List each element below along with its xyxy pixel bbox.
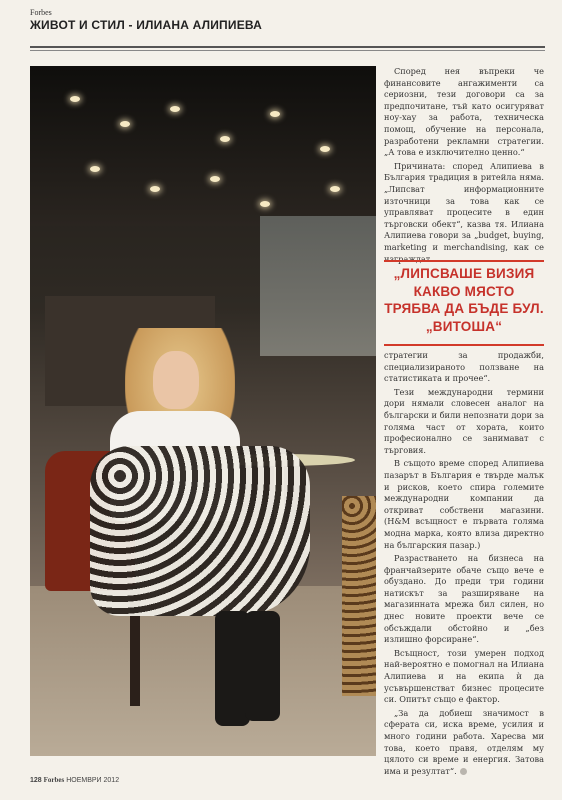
header-rule	[30, 46, 545, 48]
portrait-photo	[30, 66, 376, 756]
footer-brand: Forbes	[43, 776, 65, 784]
paragraph: Тези международни термини дори нямали словесен аналог на български и били непознати дори за голяма част от хората, които професионално се занимават с търговия.	[384, 386, 544, 455]
page-footer	[30, 776, 119, 784]
article-column-bottom	[384, 350, 544, 779]
paragraph: Разрастването на бизнеса на франчайзерите обаче също вече е обуздано. До преди три години натискът за разширяване на магазинната мрежа бил силен, но днес новите проекти вече се обсъждали обстойно и „без излишно форсиране“.	[384, 553, 544, 645]
paragraph-final-text: „За да добиеш значимост в сферата си, иска време, усилия и много години работа. Харесва ми това, което правя, отделям му цялото си време и енергия. Затова има и резултат“.	[384, 707, 544, 776]
pull-quote: „ЛИПСВАШЕ ВИЗИЯ КАКВО МЯСТО ТРЯБВА ДА БЪДЕ БУЛ. „ВИТОША“	[384, 266, 544, 334]
paragraph-final	[384, 708, 544, 778]
page-header	[30, 8, 545, 32]
brand-label: Forbes	[30, 8, 52, 17]
paragraph: В същото време според Алипиева пазарът в България е твърде малък и рисков, което спира големите международни компании да откриват собствени магазини. (H&M всъщност е първата голяма модна марка, която влиза директно на българския пазар.)	[384, 458, 544, 550]
paragraph: стратегии за продажби, специализираното ползване на статистиката и прочее“.	[384, 350, 544, 384]
end-mark-icon	[460, 768, 467, 775]
issue-label: НОЕМВРИ 2012	[66, 777, 120, 784]
page-number: 128	[30, 777, 42, 784]
paragraph: Причината: според Алипиева в България традиция в ритейла няма. „Липсват информационните източници за това как се управляват процесите в един търговски обект“, казва тя. Илиана Алипиева говори за „budget, buying, marketing и merchandising, как се изграждат	[384, 160, 544, 264]
paragraph: Всъщност, този умерен подход най-вероятно е помогнал на Илиана Алипиева и на екипа ѝ да усъвършенстват бизнес процесите си. Опитът също е фактор.	[384, 647, 544, 705]
section-title: ЖИВОТ И СТИЛ - ИЛИАНА АЛИПИЕВА	[30, 18, 263, 32]
header-rule-thin	[30, 50, 545, 51]
paragraph: Според нея въпреки че финансовите ангажименти са сериозни, тези договори са за предпочитане, тъй като осигуряват ноу-хау за работа, техническа помощ, обучение на персонала, разработени рекламни стратегии. „А това е изключително ценно.“	[384, 66, 544, 158]
article-column-top	[384, 66, 544, 267]
pull-quote-box	[384, 260, 544, 346]
